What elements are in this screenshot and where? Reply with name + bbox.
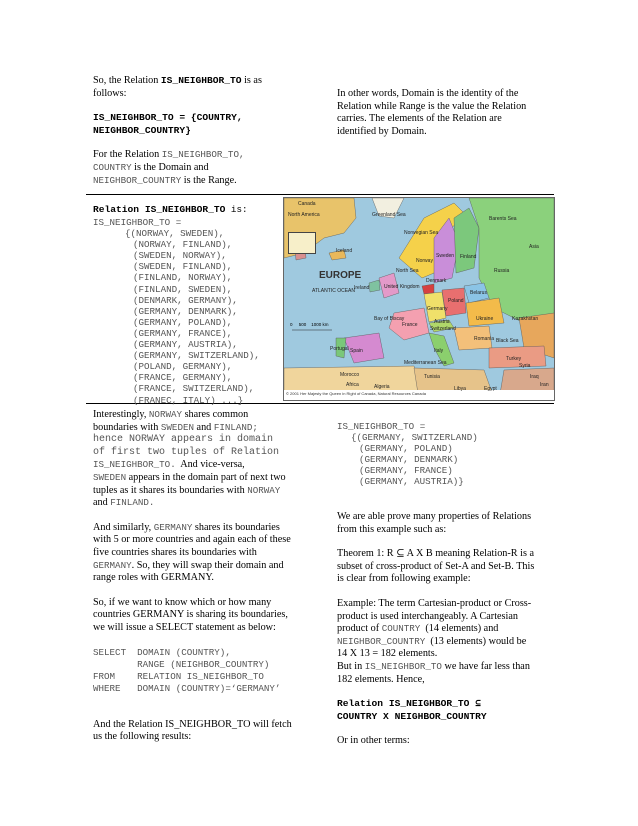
relation-tuple: (GERMANY, FRANCE), — [133, 327, 233, 339]
result-tuples — [337, 432, 552, 487]
relation-tuple: (FRANCE, SWITZERLAND), — [133, 383, 255, 395]
relation-tuple: (GERMANY, POLAND), — [133, 316, 233, 328]
map-label: Greenland Sea — [372, 212, 406, 218]
map-label: Africa — [346, 382, 359, 388]
map-label: Iran — [540, 382, 549, 388]
relation-tuple: (GERMANY, AUSTRIA), — [133, 339, 238, 351]
explanation-right: IS_NEIGHBOR_TO = {(GERMANY, SWITZERLAND) (GERMANY, POLAND) (GERMANY, DENMARK) (GERMANY, FRANCE) (GERMANY, AUSTRIA)} We are able prove many properties of Relations from this example such as: Theorem 1: R ⊆ A X B meaning Relation-R is a subset of cross-product of Set-A and Set-B. This is clear from following example: Example: The term Cartesian-product or Cross- product is used interchangeably. A Cartesian product of COUNTRY (14 elements) and NEIGHBOR_COUNTRY (13 elements) would be 14 X 13 = 182 elements. But in IS_NEIGHBOR_TO we have far less than 182 elements. Hence, Relation IS_NEIGHBOR_TO ⊆ COUNTRY X NEIGHBOR_COUNTRY Or in other terms: — [337, 421, 552, 748]
map-label: Mediterranean Sea — [404, 360, 447, 366]
map-label: Turkey — [506, 356, 522, 362]
relation-tuple: (GERMANY, SWITZERLAND), — [133, 350, 260, 362]
map-label: Syria — [519, 363, 531, 369]
map-label: France — [402, 322, 418, 328]
map-europe-title: EUROPE — [319, 270, 362, 281]
relation-tuple: (SWEDEN, NORWAY), — [133, 250, 227, 262]
result-relation: IS_NEIGHBOR_TO = — [337, 421, 426, 432]
map-label: Germany — [427, 306, 448, 312]
map-label: Romania — [474, 336, 495, 342]
map-label: Austria — [434, 319, 450, 325]
relation-tuple: (DENMARK, GERMANY), — [133, 294, 238, 306]
intro-left: So, the Relation IS_NEIGHBOR_TO is as follows: IS_NEIGHBOR_TO = {COUNTRY, NEIGHBOR_COUNTRY} For the Relation IS_NEIGHBOR_TO, COUNTRY is the Domain and NEIGHBOR_COUNTRY is the Range. — [93, 75, 323, 187]
relation-tuple: (GERMANY, DENMARK), — [133, 305, 238, 317]
map-copyright: © 2001 Her Majesty the Queen in Right of Canada, Natural Resources Canada — [286, 391, 426, 396]
map-label: ATLANTIC OCEAN — [312, 288, 355, 294]
intro-right: In other words, Domain is the identity of the Relation while Range is the value the Relation carries. The elements of the Relation are identified by Domain. — [337, 88, 527, 137]
map-label: Ireland — [354, 285, 370, 291]
map-label: Egypt — [484, 386, 497, 392]
map-label: Barents Sea — [489, 216, 517, 222]
map-label: Iceland — [336, 248, 353, 254]
map-label: Norway — [416, 258, 433, 264]
relation-definition: IS_NEIGHBOR_TO = {COUNTRY, — [93, 112, 243, 124]
result-tuple: (GERMANY, POLAND) — [359, 443, 453, 454]
map-label: Italy — [434, 348, 444, 354]
relation-tuple: (POLAND, GERMANY), — [133, 361, 233, 373]
map-label: Portugal — [330, 346, 349, 352]
relation-listing: Relation IS_NEIGHBOR_TO is: IS_NEIGHBOR_TO = {(NORWAY, SWEDEN), (NORWAY, FINLAND), (SWEDEN, NORWAY), (SWEDEN, FINLAND), (FINLAND, NORWAY), (FINLAND, SWEDEN), (DENMARK, GERMANY), (GERMANY, DENMARK), (GERMANY, POLAND), (GERMANY, FRANCE), (GERMANY, AUSTRIA), (GERMANY, SWITZERLAND), (POLAND, GERMANY), (FRANCE, GERMANY), (FRANCE, SWITZERLAND), (FRANEC, ITALY) ...} — [93, 199, 283, 406]
map-label: Libya — [454, 386, 466, 392]
result-tuple: (GERMANY, FRANCE) — [359, 465, 453, 476]
map-label: Algeria — [374, 384, 390, 390]
relation-tuple: (SWEDEN, FINLAND), — [133, 261, 233, 273]
map-label: United Kingdom — [384, 284, 420, 290]
relation-tuple: (NORWAY, FINLAND), — [133, 239, 233, 251]
explanation-left: Interestingly, NORWAY shares common boundaries with SWEDEN and FINLAND; hence NORWAY appears in domain of first two tuples of Relation IS_NEIGHBOR_TO. And vice-versa, SWEDEN appears in the domain part of next two tuples as it shares its boundaries with NORWAY and FINLAND. And similarly, GERMANY shares its boundaries with 5 or more countries and again each of these five countries shares its boundaries with GERMANY. So, they will swap their domain and range roles with GERMANY. So, if we want to know which or how many countries GERMANY is sharing its boundaries, we will issue a SELECT statement as below: SELECT DOMAIN (COUNTRY), RANGE (NEIGHBOR_COUNTRY) FROM RELATION IS_NEIGHBOR_TO WHERE DOMAIN (COUNTRY)=‘GERMANY’ And the Relation IS_NEIGHBOR_TO will fetch us the following results: — [93, 409, 323, 744]
map-label: Sweden — [436, 253, 455, 259]
relation-tuple: (FRANEC, ITALY) ...} — [133, 394, 244, 406]
result-tuple: (GERMANY, DENMARK) — [359, 454, 459, 465]
divider-top — [86, 194, 554, 195]
europe-map-image — [284, 198, 554, 400]
map-label: North America — [288, 212, 320, 218]
map-label: Kazakhstan — [512, 316, 539, 322]
relation-tuple: (FINLAND, SWEDEN), — [133, 283, 233, 295]
relation-tuples — [93, 228, 283, 406]
relation-tuple: {(NORWAY, SWEDEN), — [125, 228, 225, 240]
map-label: Russia — [494, 268, 510, 274]
map-label: North Sea — [396, 268, 419, 274]
map-label: Canada — [298, 201, 316, 207]
map-label: Switzerland — [430, 326, 456, 332]
result-tuple: (GERMANY, AUSTRIA)} — [359, 476, 464, 487]
europe-map — [283, 197, 555, 401]
map-label: Black Sea — [496, 338, 519, 344]
relation-tuple: (FRANCE, GERMANY), — [133, 372, 233, 384]
map-label: Ukraine — [476, 316, 494, 322]
map-label: Belarus — [470, 290, 487, 296]
map-label: Denmark — [426, 278, 447, 284]
map-label: Asia — [529, 244, 539, 250]
map-label: Spain — [350, 348, 363, 354]
result-tuple: {(GERMANY, SWITZERLAND) — [351, 432, 478, 443]
map-label: Morocco — [340, 372, 360, 378]
map-label: Poland — [448, 298, 464, 304]
map-inset — [288, 232, 316, 254]
map-label: Iraq — [530, 374, 539, 380]
sql-select-statement: SELECT DOMAIN (COUNTRY), RANGE (NEIGHBOR_COUNTRY) FROM RELATION IS_NEIGHBOR_TO WHERE DOMAIN (COUNTRY)=‘GERMANY’ — [93, 646, 281, 694]
map-label: Norwegian Sea — [404, 230, 439, 236]
map-scale: 0 500 1000 km — [290, 322, 329, 327]
map-label: Tunisia — [424, 374, 440, 380]
map-label: Bay of Biscay — [374, 316, 405, 322]
theorem-1: Theorem 1: R ⊆ A X B meaning Relation-R is a — [337, 548, 534, 560]
map-label: Finland — [460, 254, 477, 260]
subset-statement: Relation IS_NEIGHBOR_TO ⊆ — [337, 698, 481, 710]
relation-tuple: (FINLAND, NORWAY), — [133, 272, 233, 284]
